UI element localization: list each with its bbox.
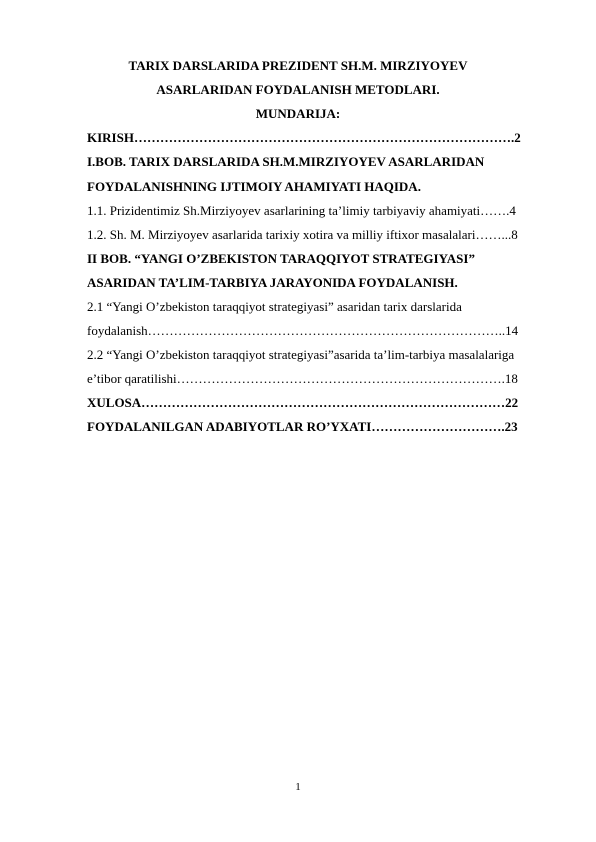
toc-chapter-2-line-2: ASARIDAN TA’LIM-TARBIYA JARAYONIDA FOYDALANISH. bbox=[87, 275, 458, 290]
toc-section-2-2-line-1: 2.2 “Yangi O’zbekiston taraqqiyot strategiyasi”asarida ta’lim-tarbiya masalalariga bbox=[87, 347, 515, 362]
toc-section-2-2-line-2: e’tibor qaratilishi………………………………………………………………….18 bbox=[87, 371, 518, 386]
toc-entry-xulosa: XULOSA…………………………………………………………………………22 bbox=[87, 395, 519, 410]
toc-chapter-1-line-1: I.BOB. TARIX DARSLARIDA SH.M.MIRZIYOYEV ASARLARIDAN bbox=[87, 154, 485, 169]
toc-chapter-2-line-1: II BOB. “YANGI O’ZBEKISTON TARAQQIYOT STRATEGIYASI” bbox=[87, 251, 475, 266]
toc-entry-kirish: KIRISH…………………………………………………………………………….2 bbox=[87, 130, 521, 145]
document-title-line-2: ASARLARIDAN FOYDALANISH METODLARI. bbox=[156, 82, 440, 97]
toc-entry-adabiyotlar: FOYDALANILGAN ADABIYOTLAR RO’YXATI………………………….23 bbox=[87, 419, 518, 434]
document-title-line-1: TARIX DARSLARIDA PREZIDENT SH.M. MIRZIYOYEV bbox=[128, 58, 468, 73]
toc-section-1-2: 1.2. Sh. M. Mirziyoyev asarlarida tarixiy xotira va milliy iftixor masalalari……...8 bbox=[87, 227, 518, 242]
toc-section-2-1-line-1: 2.1 “Yangi O’zbekiston taraqqiyot strategiyasi” asaridan tarix darslarida bbox=[87, 299, 462, 314]
toc-section-2-1-line-2: foydalanish………………………………………………………………………..14 bbox=[87, 323, 519, 338]
toc-chapter-1-line-2: FOYDALANISHNING IJTIMOIY AHAMIYATI HAQIDA. bbox=[87, 179, 421, 194]
contents-heading: MUNDARIJA: bbox=[255, 106, 341, 121]
page-number: 1 bbox=[295, 781, 301, 793]
toc-section-1-1: 1.1. Prizidentimiz Sh.Mirziyoyev asarlarining ta’limiy tarbiyaviy ahamiyati…….4 bbox=[87, 203, 516, 218]
